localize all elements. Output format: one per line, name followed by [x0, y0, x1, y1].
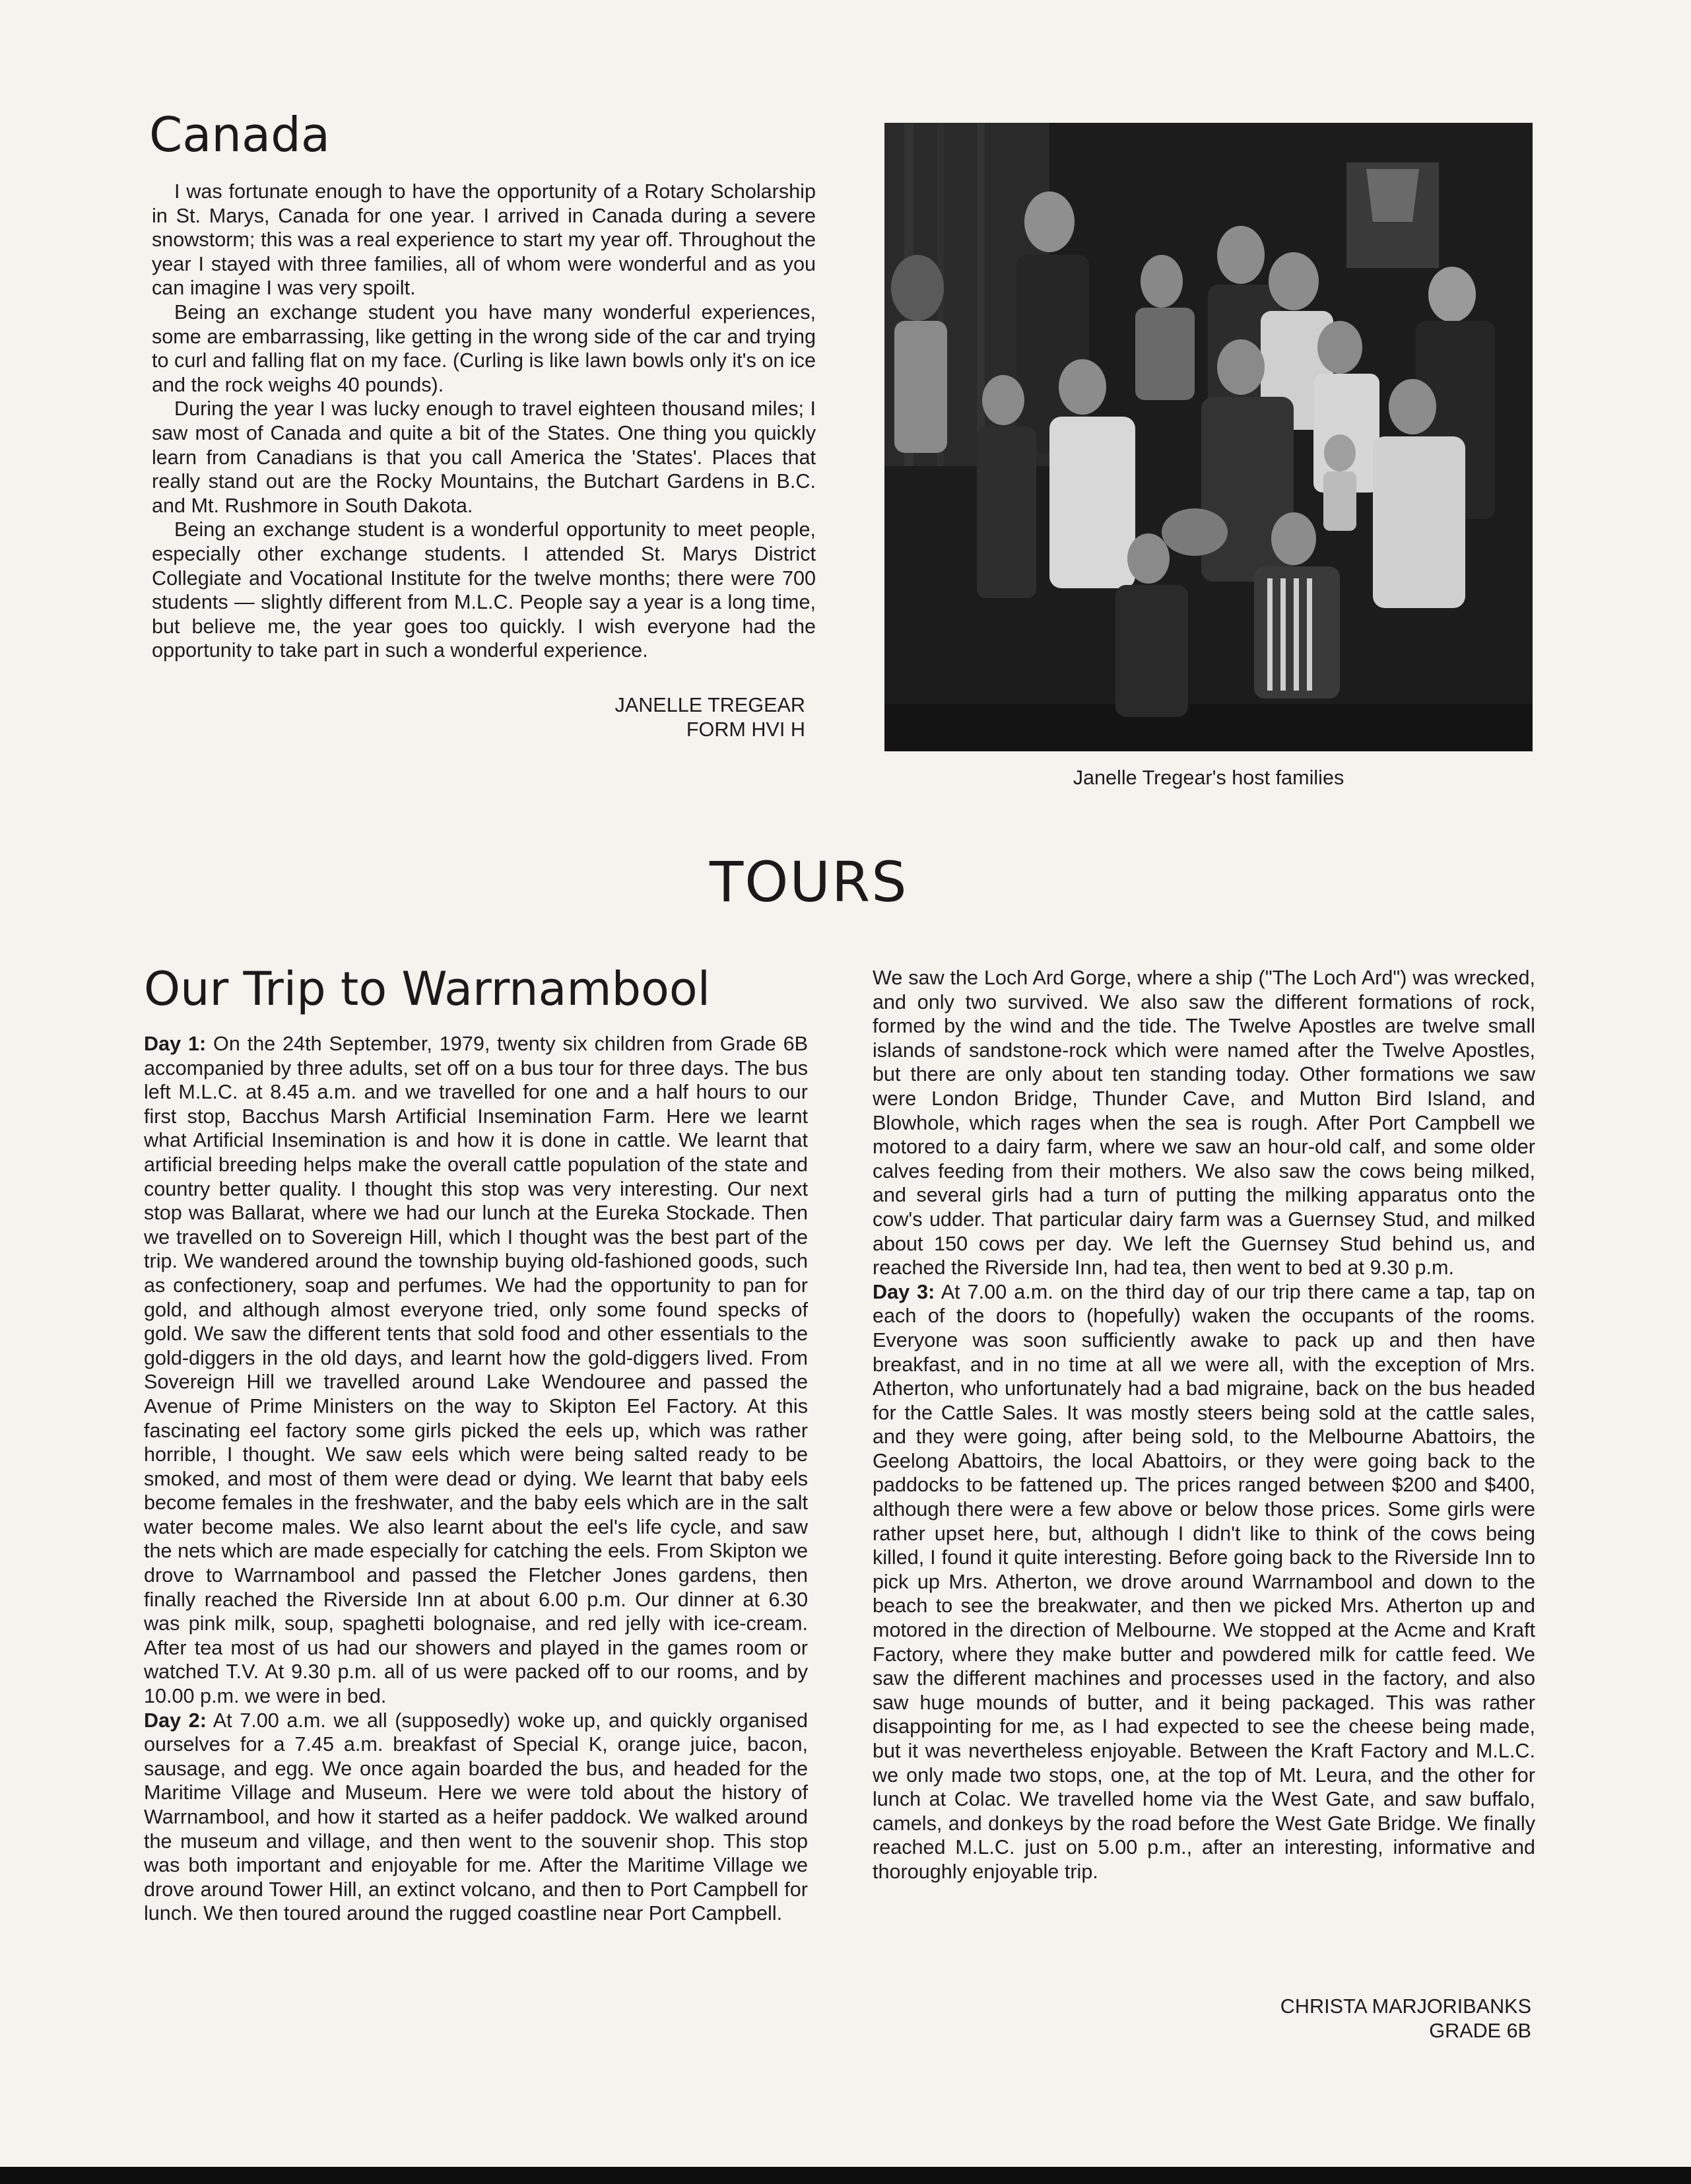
canada-paragraph: During the year I was lucky enough to travel eighteen thousand miles; I saw most of Canada and quite a bit of the States. One thing you quickly learn from Canadians is that you call America the 'States'. Places that really stand out are the Rocky Mountains, the Butchart Gardens in B.C. and Mt. Rushmore in South Dakota. — [152, 397, 816, 517]
day1-label: Day 1: — [144, 1033, 207, 1055]
day2-continued: We saw the Loch Ard Gorge, where a ship ("The Loch Ard") was wrecked, and only two survived. We also saw the different formations of rock, formed by the wind and the tide. The Twelve Apostles are twelve small islands of sandstone-rock which were named after the Twelve Apostles, but there are only about ten standing today. Other formations we saw were London Bridge, Thunder Cave, and Mutton Bird Island, and Blowhole, which rages when the sea is rough. After Port Campbell we motored to a dairy farm, where we saw an hour-old calf, and some older calves feeding from their mothers. We also saw the cows being milked, and several girls had a turn of putting the milking apparatus onto the cow's udder. That particular dairy farm was a Guernsey Stud, and milked about 150 cows per day. We left the Guernsey Stud behind us, and reached the Riverside Inn, had tea, then went to bed at 9.30 p.m. — [873, 967, 1535, 1280]
host-families-photo — [884, 123, 1533, 751]
page-bottom-edge — [0, 2167, 1691, 2184]
canada-paragraph: Being an exchange student is a wonderful opportunity to meet people, especially other exchange students. I attended St. Marys District Collegiate and Vocational Institute for the twelve months; there were 700 students — slightly different from M.L.C. People say a year is a long time, but believe me, the year goes too quickly. I wish everyone had the opportunity to take part in such a wonderful experience. — [152, 518, 816, 662]
trip-column-right — [873, 966, 1535, 1884]
trip-heading: Our Trip to Warrnambool — [144, 962, 711, 1016]
trip-author: CHRISTA MARJORIBANKS — [1280, 1995, 1531, 2018]
trip-column-left — [144, 1032, 808, 1926]
day2-text: At 7.00 a.m. we all (supposedly) woke up, and quickly organised ourselves for a 7.45 a.m. breakfast of Special K, orange juice, bacon, sausage, and egg. We once again boarded the bus, and headed for the Maritime Village and Museum. Here we were told about the history of Warrnambool, and how it started as a heifer paddock. We walked around the museum and village, and then went to the souvenir shop. This stop was both important and enjoyable for me. After the Maritime Village we drove around Tower Hill, an extinct volcano, and then to Port Campbell for lunch. We then toured around the rugged coastline near Port Campbell. — [144, 1709, 809, 1925]
canada-paragraph: Being an exchange student you have many wonderful experiences, some are embarrassing, like getting in the wrong side of the car and trying to curl and falling flat on my face. (Curling is like lawn bowls only it's on ice and the rock weighs 40 pounds). — [152, 300, 816, 396]
day1-text: On the 24th September, 1979, twenty six children from Grade 6B accompanied by three adults, set off on a bus tour for three days. The bus left M.L.C. at 8.45 a.m. and we travelled for one and a half hours to our first stop, Bacchus Marsh Artificial Insemination Farm. Here we learnt what Artificial Insemination is and how it is done in cattle. We learnt that artificial breeding helps make the overall cattle population of the state and country better quality. I thought this stop was very interesting. Our next stop was Ballarat, where we had our lunch at the Eureka Stockade. Then we travelled on to Sovereign Hill, which I thought was the best part of the trip. We wandered around the township buying old-fashioned goods, such as confectionery, soap and perfumes. We had the opportunity to pan for gold, and although almost everyone tried, only some found specks of gold. We saw the different tents that sold food and other essentials to the gold-diggers in the old days, and learnt how the gold-diggers lived. From Sovereign Hill we travelled around Lake Wendouree and passed the Avenue of Prime Ministers on the way to Skipton Eel Factory. At this fascinating eel factory some girls picked the eels up, which was rather horrible, I thought. We saw eels which were being salted ready to be smoked, and most of them were dead or dying. We learnt that baby eels become females in the freshwater, and the baby eels which are in the salt water become males. We also learnt about the eel's life cycle, and saw the nets which are made especially for catching the eels. From Skipton we drove to Warrnambool and passed the Fletcher Jones gardens, then finally reached the Riverside Inn at about 6.00 p.m. Our dinner at 6.30 was pink milk, soup, spaghetti bolognaise, and red jelly with ice-cream. After tea most of us had our showers and played in the games room or watched T.V. At 9.30 p.m. all of us were packed off to our rooms, and by 10.00 p.m. we were in bed. — [144, 1033, 809, 1708]
photo-caption: Janelle Tregear's host families — [1073, 767, 1344, 789]
tours-section-heading: TOURS — [710, 850, 908, 914]
day3-label: Day 3: — [873, 1280, 935, 1303]
day2-paragraph — [144, 1709, 808, 1926]
canada-heading: Canada — [149, 107, 330, 162]
canada-byline — [462, 693, 805, 741]
day2-label: Day 2: — [144, 1709, 207, 1732]
canada-article-body — [152, 180, 816, 663]
trip-byline — [1122, 1995, 1531, 2043]
canada-paragraph: I was fortunate enough to have the opportunity of a Rotary Scholarship in St. Marys, Canada for one year. I arrived in Canada during a severe snowstorm; this was a real experience to start my year off. Throughout the year I stayed with three families, all of whom were wonderful and as you can imagine I was very spoilt. — [152, 180, 816, 300]
day3-text: At 7.00 a.m. on the third day of our trip there came a tap, tap on each of the doors to (hopefully) waken the occupants of the rooms. Everyone was soon sufficiently awake to pack up and then have breakfast, and in no time at all we were all, with the exception of Mrs. Atherton, who unfortunately had a bad migraine, back on the bus headed for the Cattle Sales. It was mostly steers being sold at the cattle sales, and they were going, after being sold, to the Melbourne Abattoirs, the Geelong Abattoirs, the local Abattoirs, or they were going back to the paddocks to be fattened up. The prices ranged between $200 and $400, although there were a few above or below those prices. Some girls were rather upset here, but, although I didn't like to think of the cows being killed, I found it quite interesting. Before going back to the Riverside Inn to pick up Mrs. Atherton, we drove around Warrnambool and down to the beach to see the breakwater, and then we picked Mrs. Atherton up and motored in the direction of Melbourne. We stopped at the Acme and Kraft Factory, where they make butter and powdered milk for cattle feed. We saw the different machines and processes used in the factory, and also saw huge mounds of butter, and it being packaged. This was rather disappointing for me, as I had expected to see the cheese being made, but it was nevertheless enjoyable. Between the Kraft Factory and M.L.C. we only made two stops, one, at the top of Mt. Leura, and the other for lunch at Colac. We travelled home via the West Gate, and saw buffalo, camels, and donkeys by the road before the West Gate Bridge. We finally reached M.L.C. just on 5.00 p.m., after an interesting, informative and thoroughly enjoyable trip. — [873, 1280, 1536, 1883]
canada-author: JANELLE TREGEAR — [614, 694, 805, 716]
trip-grade: GRADE 6B — [1429, 2019, 1531, 2042]
day1-paragraph — [144, 1032, 808, 1709]
canada-form: FORM HVI H — [686, 718, 805, 741]
day3-paragraph — [873, 1280, 1535, 1884]
